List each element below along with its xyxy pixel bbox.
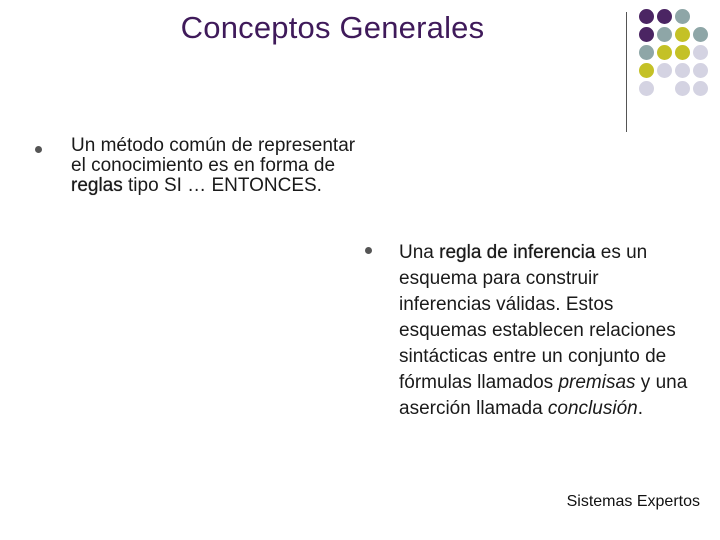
text: tipo SI … ENTONCES. [122,175,322,196]
italic-text: conclusión [547,398,638,419]
decorative-dot-grid [639,9,708,96]
decorative-dot [639,45,654,60]
bullet-icon [365,247,372,254]
text: . [637,398,643,419]
decorative-dot [639,9,654,24]
decorative-dot [675,9,690,24]
decorative-dot [639,27,654,42]
bullet-icon [35,146,42,153]
decorative-dot [675,45,690,60]
italic-text: premisas [558,372,636,393]
decorative-dot [639,63,654,78]
slide-title: Conceptos Generales [180,10,485,45]
decorative-dot [657,27,672,42]
text: es un esquema para construir inferencias válidas. Estos esquemas establecen relaciones sintácticas entre un conjunto de fórmulas llamados [399,242,676,393]
decorative-dot [657,81,672,96]
decorative-dot [657,9,672,24]
footer-label: Sistemas Expertos [566,493,700,510]
bullet-text-reglas [71,136,361,196]
bold-text: reglas [71,175,123,196]
text: y una aserción llamada [399,372,688,419]
decorative-dot [693,81,708,96]
decorative-dot [657,45,672,60]
decorative-dot [693,45,708,60]
bullet-text-regla-inferencia [399,240,689,422]
decorative-dot [657,63,672,78]
divider-line [626,12,627,132]
decorative-dot [675,27,690,42]
decorative-dot [675,81,690,96]
bold-text: regla de inferencia [439,242,596,263]
decorative-dot [693,63,708,78]
text: Una [399,242,440,263]
decorative-dot [693,27,708,42]
decorative-dot [639,81,654,96]
decorative-dot [693,9,708,24]
text: Un método común de representar el conocimiento es en forma de [71,135,356,176]
decorative-dot [675,63,690,78]
